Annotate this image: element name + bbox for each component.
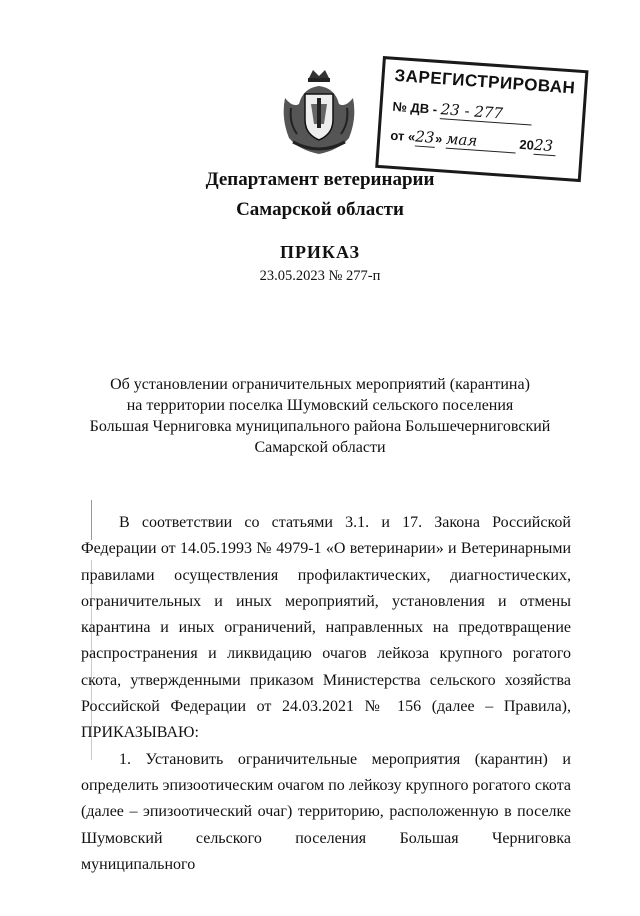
order-body [81, 510, 571, 878]
order-item-1: 1. Установить ограничительные мероприятия (карантин) и определить эпизоотическим очагом по лейкозу крупного рогатого скота (далее – эпизоотический очаг) территорию, расположенную в поселке Шумовский сельского поселения Большая Черниговка муниципального [81, 750, 571, 873]
preamble-paragraph: В соответствии со статьями 3.1. и 17. Закона Российской Федерации от 14.05.1993 № 4979-1 «О ветеринарии» и Ветеринарными правилами осуществления профилактических, диагностических, ограничительных и иных мероприятий, установления и отмены карантина и иных ограничений, направленных на предотвращение распространения и ликвидацию очагов лейкоза крупного рогатого скота, утвержденными приказом Министерства сельского хозяйства Российской Федерации от 24.03.2021 № 156 (далее – Правила), ПРИКАЗЫВАЮ: [81, 514, 571, 742]
subject-line-4: Самарской области [254, 439, 386, 456]
department-name-line2: Самарской области [236, 199, 404, 220]
stamp-date-year: 23 [533, 136, 556, 156]
stamp-date-line [390, 126, 557, 157]
registration-stamp [375, 56, 588, 182]
subject-line-3: Большая Черниговка муниципального района Большечерниговский [89, 418, 551, 435]
stamp-number-label: № ДВ - [391, 98, 438, 117]
stamp-number-value: 23 - 277 [440, 100, 533, 125]
stamp-date-sep: » [434, 130, 443, 147]
document-type: ПРИКАЗ [279, 242, 361, 262]
stamp-date-day: 23 [414, 127, 435, 147]
stamp-title: ЗАРЕГИСТРИРОВАН [394, 65, 576, 98]
document-date-number: 23.05.2023 № 277-п [259, 268, 381, 284]
stamp-date-month: мая [445, 130, 516, 154]
coat-of-arms-emblem [279, 68, 359, 156]
stamp-date-prefix: от « [389, 127, 416, 145]
subject-line-2: на территории поселка Шумовский сельского поселения [126, 397, 514, 414]
stamp-date-year-prefix: 20 [518, 136, 535, 153]
stamp-number-line [392, 97, 533, 126]
subject-line-1: Об установлении ограничительных мероприятий (карантина) [110, 376, 530, 393]
department-name-line1: Департамент ветеринарии [205, 169, 435, 190]
